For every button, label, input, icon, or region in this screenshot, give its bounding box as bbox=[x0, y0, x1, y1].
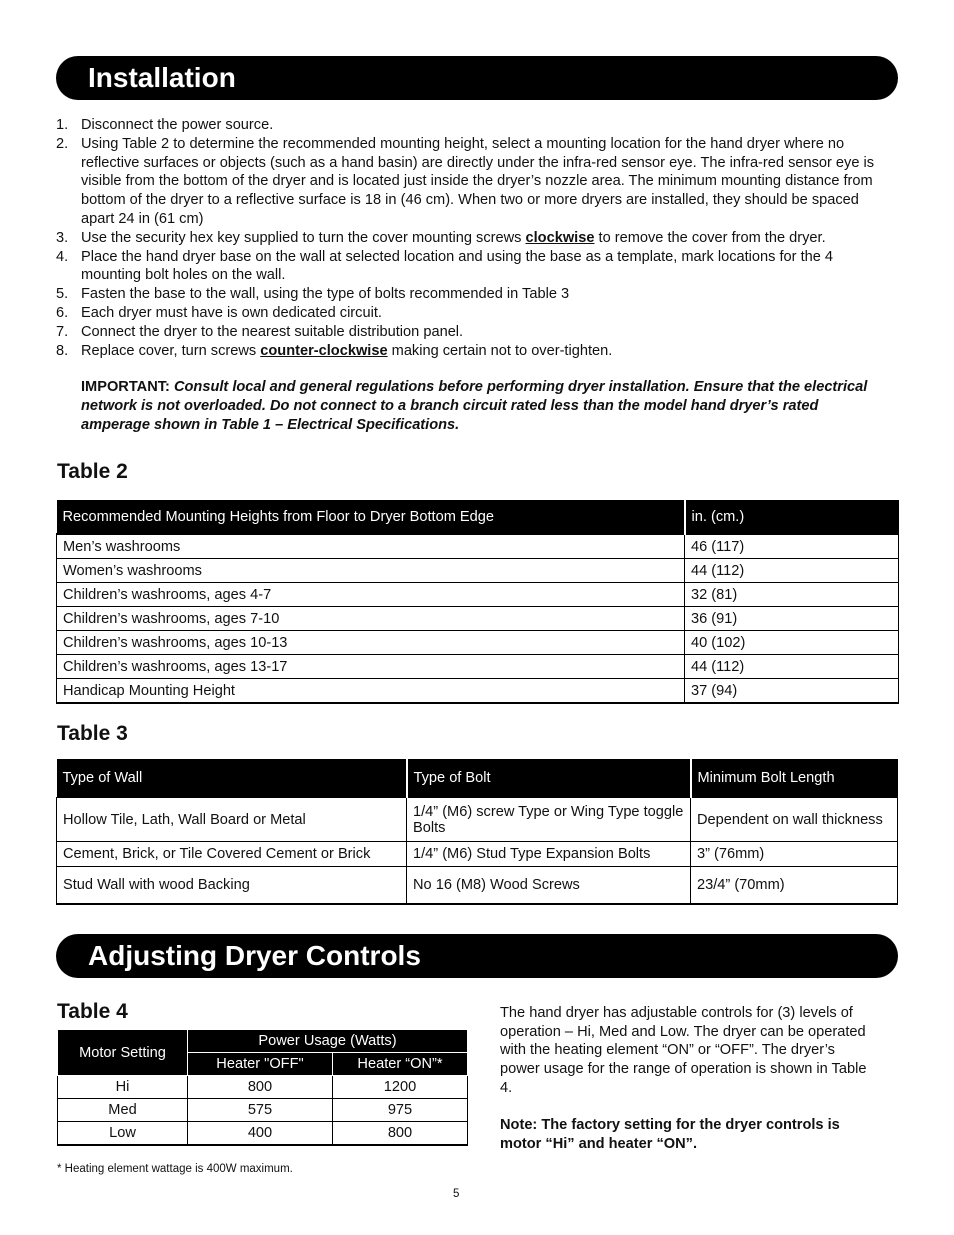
page-number: 5 bbox=[453, 1188, 460, 1200]
table-cell: Children’s washrooms, ages 4-7 bbox=[57, 583, 685, 607]
important-notice bbox=[81, 378, 881, 435]
table-cell: 32 (81) bbox=[685, 583, 899, 607]
table-row bbox=[57, 583, 899, 607]
table-cell: Children’s washrooms, ages 7-10 bbox=[57, 607, 685, 631]
table4-title: Table 4 bbox=[57, 1000, 128, 1023]
controls-description: The hand dryer has adjustable controls for (3) levels of operation – Hi, Med and Low. The dryer can be operated with the heating element “ON” or “OFF”. The dryer’s power usage for the range of operation is shown in Table 4. bbox=[500, 1005, 867, 1096]
table-cell: Dependent on wall thickness bbox=[691, 798, 898, 842]
step-text: Connect the dryer to the nearest suitable distribution panel. bbox=[81, 323, 464, 340]
step-text: Using Table 2 to determine the recommended mounting height, select a mounting location for the hand dryer where no reflective surfaces or objects (such as a hand basin) are directly under the infra-red sensor eye. The infra-red sensor eye is visible from the bottom of the dryer and is located just inside the dryer’s nozzle area. The minimum mounting distance from bottom of the dryer to a reflective surface is 18 in (46 cm). When two or more dryers are installed, they should be spaced apart 24 in (61 cm) bbox=[81, 135, 875, 227]
table-cell: 1/4” (M6) screw Type or Wing Type toggle Bolts bbox=[407, 798, 691, 842]
table-row bbox=[57, 798, 898, 842]
table-cell: 400 bbox=[188, 1122, 333, 1146]
table3-title: Table 3 bbox=[57, 722, 128, 745]
motor-setting-header: Motor Setting bbox=[58, 1030, 188, 1076]
table-cell: Women’s washrooms bbox=[57, 559, 685, 583]
step-item bbox=[56, 304, 890, 323]
step-text: Each dryer must have is own dedicated circuit. bbox=[81, 304, 382, 321]
table-row bbox=[58, 1122, 468, 1146]
step-item bbox=[56, 342, 890, 361]
step-item bbox=[56, 285, 890, 304]
table-cell: Handicap Mounting Height bbox=[57, 679, 685, 704]
table-cell: 37 (94) bbox=[685, 679, 899, 704]
table-row bbox=[57, 534, 899, 559]
step-item bbox=[56, 116, 890, 135]
table-cell: Children’s washrooms, ages 13-17 bbox=[57, 655, 685, 679]
table-row bbox=[57, 607, 899, 631]
table-cell: Cement, Brick, or Tile Covered Cement or Brick bbox=[57, 842, 407, 867]
table-cell: Hi bbox=[58, 1076, 188, 1099]
table-cell: 36 (91) bbox=[685, 607, 899, 631]
table-cell: 44 (112) bbox=[685, 655, 899, 679]
step-text: Disconnect the power source. bbox=[81, 117, 274, 133]
table-cell: Low bbox=[58, 1122, 188, 1146]
table-row bbox=[57, 631, 899, 655]
table-cell: 44 (112) bbox=[685, 559, 899, 583]
table-row bbox=[57, 679, 899, 704]
table-cell: 800 bbox=[333, 1122, 468, 1146]
table-cell: Men’s washrooms bbox=[57, 534, 685, 559]
controls-heading: Adjusting Dryer Controls bbox=[56, 934, 898, 978]
step-number: 1. bbox=[56, 117, 69, 133]
step-number: 4. bbox=[56, 248, 69, 265]
table-row bbox=[58, 1076, 468, 1099]
table-header: Minimum Bolt Length bbox=[691, 759, 898, 798]
table-row bbox=[57, 655, 899, 679]
step-item bbox=[56, 248, 890, 286]
installation-steps bbox=[56, 116, 890, 360]
counter-clockwise-emphasis: counter-clockwise bbox=[260, 342, 388, 359]
table-row bbox=[58, 1099, 468, 1122]
step-number: 6. bbox=[56, 304, 69, 321]
installation-heading: Installation bbox=[56, 56, 898, 100]
step-number: 7. bbox=[56, 323, 69, 340]
wattage-footnote: * Heating element wattage is 400W maximum. bbox=[57, 1163, 293, 1175]
table-cell: 46 (117) bbox=[685, 534, 899, 559]
table-header: in. (cm.) bbox=[685, 500, 899, 534]
important-text: Consult local and general regulations before performing dryer installation. Ensure that the electrical network is not overloaded. Do not connect to a branch circuit rated less than the model hand dryer’s rated amperage shown in Table 1 – Electrical Specifications. bbox=[81, 379, 868, 433]
table-row bbox=[57, 842, 898, 867]
table-cell: 575 bbox=[188, 1099, 333, 1122]
table-header: Type of Bolt bbox=[407, 759, 691, 798]
power-usage-header: Power Usage (Watts) bbox=[188, 1030, 468, 1053]
table-cell: 1200 bbox=[333, 1076, 468, 1099]
table2-title: Table 2 bbox=[57, 460, 128, 483]
table-cell: 1/4” (M6) Stud Type Expansion Bolts bbox=[407, 842, 691, 867]
table-cell: 23/4” (70mm) bbox=[691, 867, 898, 905]
table-row bbox=[57, 559, 899, 583]
power-usage-table bbox=[57, 1029, 468, 1146]
table-cell: Hollow Tile, Lath, Wall Board or Metal bbox=[57, 798, 407, 842]
table-header: Recommended Mounting Heights from Floor to Dryer Bottom Edge bbox=[57, 500, 685, 534]
important-label: IMPORTANT: bbox=[81, 379, 170, 395]
step-number: 2. bbox=[56, 135, 69, 152]
table-cell: Stud Wall with wood Backing bbox=[57, 867, 407, 905]
step-text: making certain not to over-tighten. bbox=[387, 342, 613, 359]
step-text: Replace cover, turn screws bbox=[81, 342, 261, 359]
step-item bbox=[56, 323, 890, 342]
table-cell: Children’s washrooms, ages 10-13 bbox=[57, 631, 685, 655]
mounting-heights-table bbox=[56, 500, 899, 704]
table-cell: No 16 (M8) Wood Screws bbox=[407, 867, 691, 905]
step-item bbox=[56, 229, 890, 248]
step-text: Fasten the base to the wall, using the type of bolts recommended in Table 3 bbox=[81, 286, 570, 303]
step-number: 8. bbox=[56, 342, 69, 359]
step-item bbox=[56, 135, 890, 229]
step-text: Place the hand dryer base on the wall at selected location and using the base as a template, mark locations for the 4 mounting bolt holes on the wall. bbox=[81, 248, 834, 284]
bolt-types-table bbox=[56, 759, 898, 905]
table-cell: Med bbox=[58, 1099, 188, 1122]
heater-off-header: Heater "OFF" bbox=[188, 1053, 333, 1076]
factory-setting-note: Note: The factory setting for the dryer controls is motor “Hi” and heater “ON”. bbox=[500, 1117, 840, 1152]
step-text: Use the security hex key supplied to turn the cover mounting screws bbox=[81, 229, 526, 246]
step-text: to remove the cover from the dryer. bbox=[594, 229, 826, 246]
table-cell: 800 bbox=[188, 1076, 333, 1099]
step-number: 3. bbox=[56, 229, 69, 246]
table-cell: 3” (76mm) bbox=[691, 842, 898, 867]
table-cell: 975 bbox=[333, 1099, 468, 1122]
table-cell: 40 (102) bbox=[685, 631, 899, 655]
table-row bbox=[57, 867, 898, 905]
clockwise-emphasis: clockwise bbox=[525, 229, 595, 246]
table-header: Type of Wall bbox=[57, 759, 407, 798]
step-number: 5. bbox=[56, 286, 69, 303]
heater-on-header: Heater “ON”* bbox=[333, 1053, 468, 1076]
